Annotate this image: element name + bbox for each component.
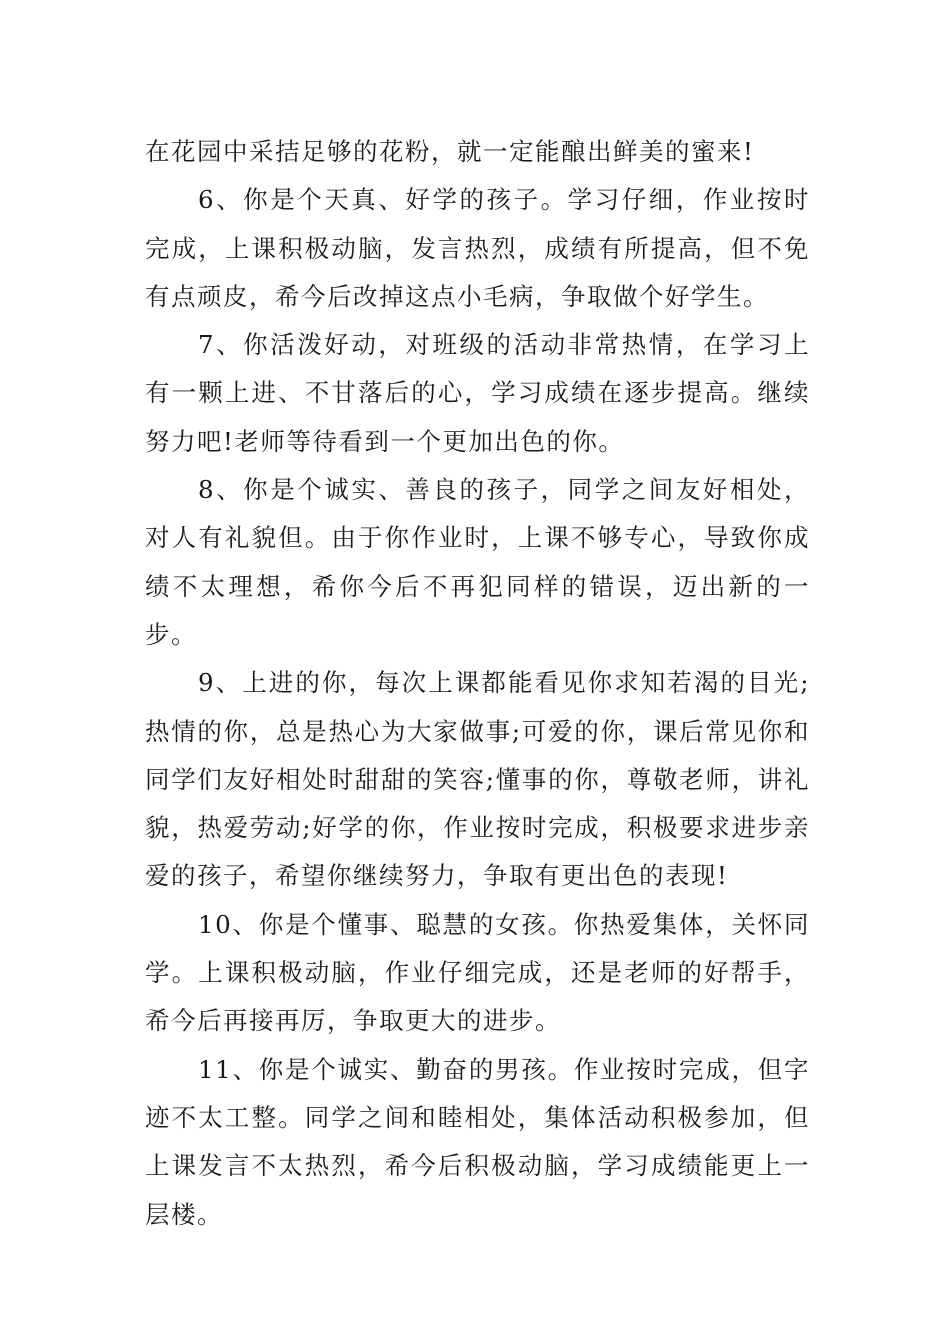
paragraph-7: 7、你活泼好动，对班级的活动非常热情，在学习上有一颗上进、不甘落后的心，学习成绩在逐步提高。继续努力吧!老师等待看到一个更加出色的你。 [145,330,810,456]
paragraph-11: 11、你是个诚实、勤奋的男孩。作业按时完成，但字迹不太工整。同学之间和睦相处，集体活动积极参加，但上课发言不太热烈，希今后积极动脑，学习成绩能更上一层楼。 [145,1054,810,1229]
paragraph-8: 8、你是个诚实、善良的孩子，同学之间友好相处，对人有礼貌但。由于你作业时，上课不够专心，导致你成绩不太理想，希你今后不再犯同样的错误，迈出新的一步。 [145,475,810,649]
document-body [145,128,810,1239]
paragraph-continued: 在花园中采拮足够的花粉，就一定能酿出鲜美的蜜来! [145,137,755,166]
paragraph-10: 10、你是个懂事、聪慧的女孩。你热爱集体，关怀同学。上课积极动脑，作业仔细完成，还是老师的好帮手，希今后再接再厉，争取更大的进步。 [145,909,810,1036]
paragraph-9: 9、上进的你，每次上课都能看见你求知若渴的目光;热情的你，总是热心为大家做事;可爱的你，课后常见你和同学们友好相处时甜甜的笑容;懂事的你，尊敬老师，讲礼貌，热爱劳动;好学的你，作业按时完成，积极要求进步亲爱的孩子，希望你继续努力，争取有更出色的表现! [145,668,810,891]
paragraph-6: 6、你是个天真、好学的孩子。学习仔细，作业按时完成，上课积极动脑，发言热烈，成绩有所提高，但不免有点顽皮，希今后改掉这点小毛病，争取做个好学生。 [145,185,810,311]
